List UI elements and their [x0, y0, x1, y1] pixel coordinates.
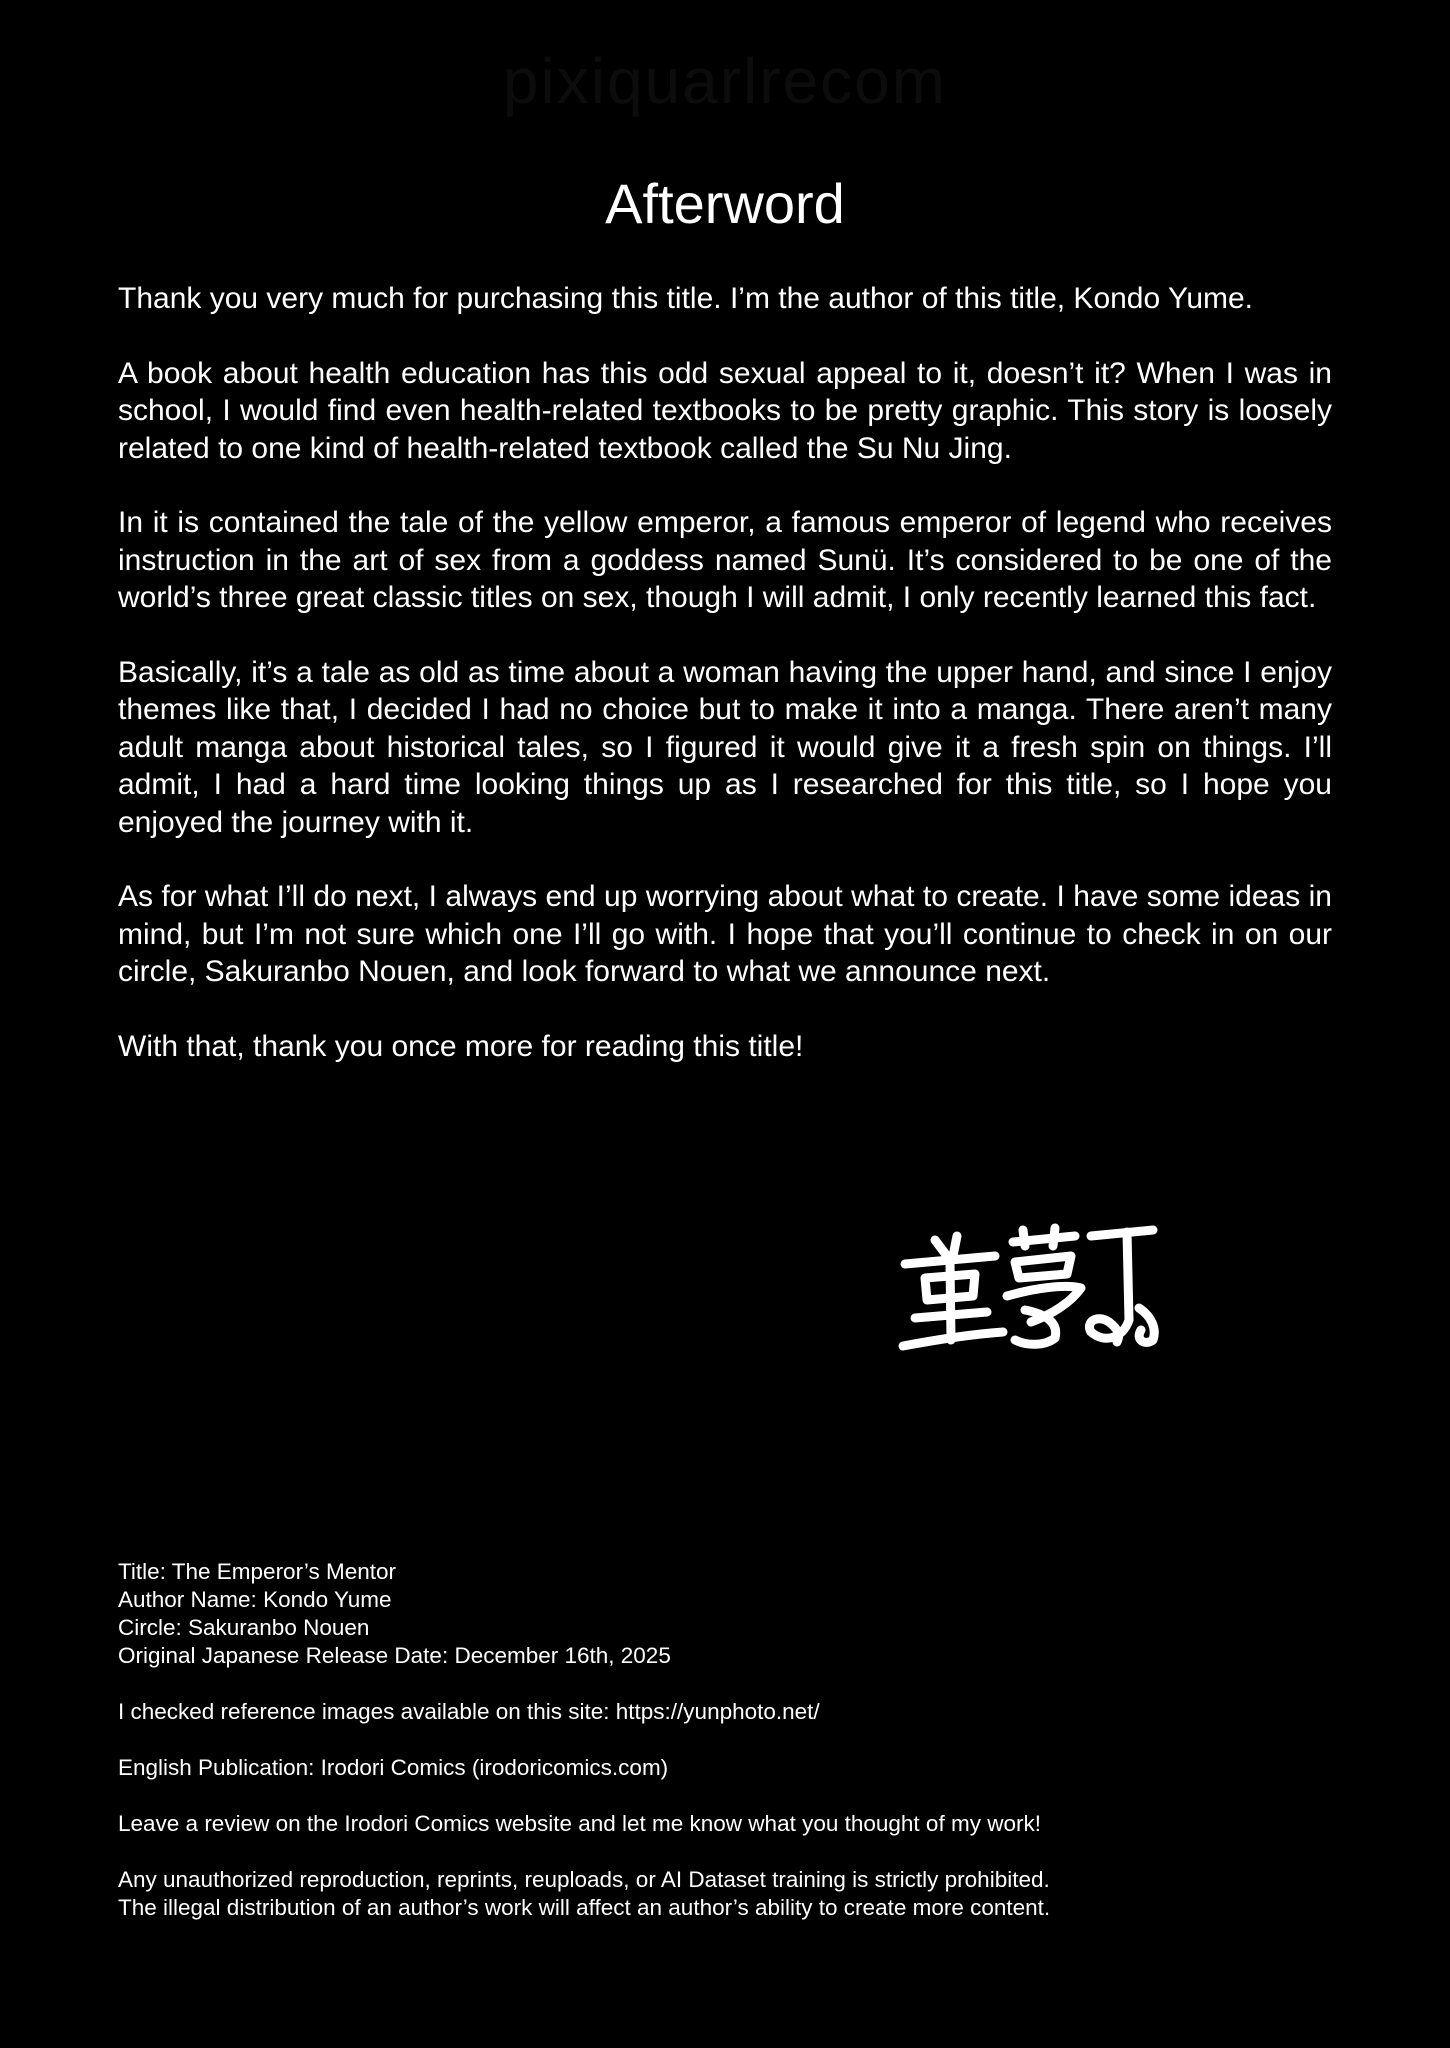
- afterword-body: [118, 280, 1332, 1102]
- paragraph: Basically, it’s a tale as old as time about a woman having the upper hand, and since I enjoy themes like that, I decided I had no choice but to make it into a manga. There aren’t many adult manga about historical tales, so I figured it would give it a fresh spin on things. I’ll admit, I had a hard time looking things up as I researched for this title, so I hope you enjoyed the journey with it.: [118, 655, 1332, 839]
- paragraph: With that, thank you once more for reading this title!: [118, 1029, 804, 1063]
- credits: [118, 1558, 1332, 1950]
- paragraph: A book about health education has this odd sexual appeal to it, doesn’t it? When I was in school, I would find even health-related textbooks to be pretty graphic. This story is loosely related to one kind of health-related textbook called the Su Nu Jing.: [118, 356, 1332, 465]
- credit-distribution: The illegal distribution of an author’s work will affect an author’s ability to create more content.: [118, 1895, 1051, 1920]
- paragraph: In it is contained the tale of the yellow emperor, a famous emperor of legend who receives instruction in the art of sex from a goddess named Sunü. It’s considered to be one of the world’s three great classic titles on sex, though I will admit, I only recently learned this fact.: [118, 506, 1332, 614]
- watermark: pixiquarlrecom: [502, 45, 948, 117]
- handwritten-signature-icon: [895, 1222, 1175, 1367]
- credit-circle: Circle: Sakuranbo Nouen: [118, 1615, 370, 1640]
- credit-author: Author Name: Kondo Yume: [118, 1587, 392, 1612]
- credit-release-date: Original Japanese Release Date: December 16th, 2025: [118, 1643, 671, 1668]
- credit-title: Title: The Emperor’s Mentor: [118, 1559, 397, 1584]
- credit-publication: English Publication: Irodori Comics (irodoricomics.com): [118, 1755, 669, 1780]
- credit-review: Leave a review on the Irodori Comics website and let me know what you thought of my work!: [118, 1811, 1041, 1836]
- paragraph: Thank you very much for purchasing this title. I’m the author of this title, Kondo Yume.: [118, 282, 1254, 315]
- credit-prohibited: Any unauthorized reproduction, reprints, reuploads, or AI Dataset training is strictly prohibited.: [118, 1867, 1050, 1892]
- page-title: Afterword: [605, 172, 845, 235]
- paragraph: As for what I’ll do next, I always end up worrying about what to create. I have some ideas in mind, but I’m not sure which one I’ll go with. I hope that you’ll continue to check in on our circle, Sakuranbo Nouen, and look forward to what we announce next.: [118, 880, 1332, 988]
- credit-reference: I checked reference images available on this site: https://yunphoto.net/: [118, 1699, 820, 1724]
